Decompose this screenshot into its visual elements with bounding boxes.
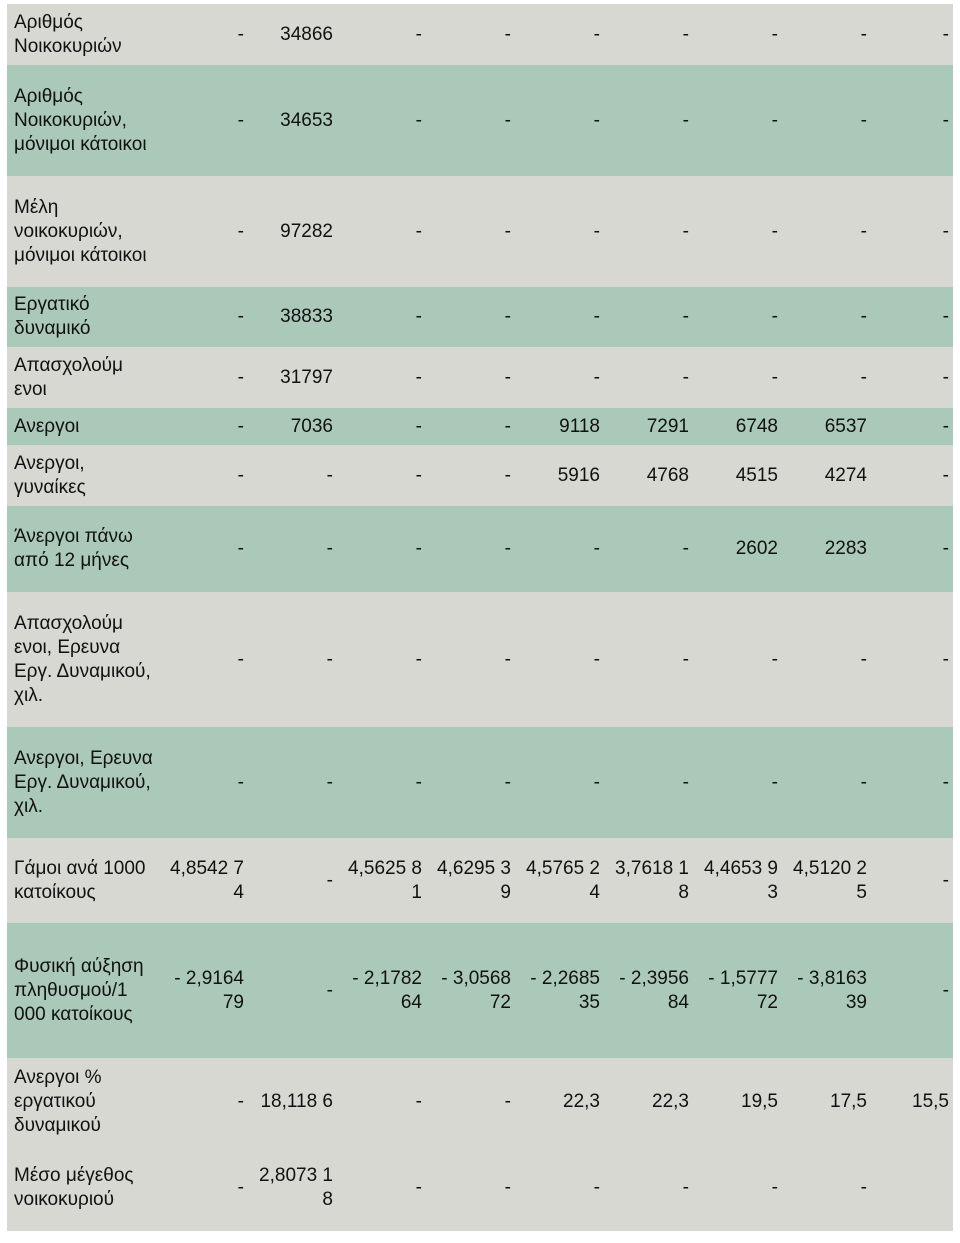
table-cell: - (426, 506, 515, 592)
table-cell: - (515, 287, 604, 347)
table-cell: 22,3 (604, 1058, 693, 1145)
table-cell: - (871, 838, 953, 923)
table-cell: - (159, 592, 248, 727)
table-cell: 6537 (782, 408, 871, 445)
table-cell: - (159, 1058, 248, 1145)
table-cell: - (426, 176, 515, 287)
table-cell: - (248, 838, 337, 923)
table-cell: 38833 (248, 287, 337, 347)
table-cell: - (871, 176, 953, 287)
table-cell: 18,118 6 (248, 1058, 337, 1145)
table-cell: - (426, 347, 515, 408)
table-row (7, 1145, 953, 1231)
table-cell: - (782, 4, 871, 65)
table-cell: - (871, 4, 953, 65)
table-cell: 17,5 (782, 1058, 871, 1145)
table-cell: - (515, 592, 604, 727)
row-label: Γάμοι ανά 1000 κατοίκους (7, 838, 159, 923)
row-label: Ανεργοι (7, 408, 159, 445)
table-cell: - (159, 408, 248, 445)
table-cell: - (426, 592, 515, 727)
table-cell: - (426, 287, 515, 347)
table-cell: 31797 (248, 347, 337, 408)
table-cell: - 2,3956 84 (604, 923, 693, 1058)
table-cell: - (693, 592, 782, 727)
table-row (7, 347, 953, 408)
table-cell: - (337, 4, 426, 65)
table-body (7, 4, 953, 1231)
row-label: Μέλη νοικοκυριών, μόνιμοι κάτοικοι (7, 176, 159, 287)
table-cell: - (159, 4, 248, 65)
table-cell: - (693, 65, 782, 176)
table-cell: 5916 (515, 445, 604, 506)
table-row (7, 176, 953, 287)
table-cell: - (248, 727, 337, 838)
row-label: Εργατικό δυναμικό (7, 287, 159, 347)
row-label: Ανεργοι % εργατικού δυναμικού (7, 1058, 159, 1145)
table-cell: - (159, 347, 248, 408)
table-cell: 15,5 (871, 1058, 953, 1145)
table-cell: - 2,2685 35 (515, 923, 604, 1058)
row-label: Ανεργοι, γυναίκες (7, 445, 159, 506)
table-cell: - (159, 65, 248, 176)
table-cell: 3,7618 18 (604, 838, 693, 923)
table-cell: - (515, 506, 604, 592)
table-cell: 22,3 (515, 1058, 604, 1145)
table-cell: 4,5765 24 (515, 838, 604, 923)
table-cell: - (871, 592, 953, 727)
table-row (7, 838, 953, 923)
table-cell: - (693, 4, 782, 65)
table-cell: - (693, 1145, 782, 1231)
table-cell: - (337, 408, 426, 445)
table-cell: - (693, 347, 782, 408)
table-cell: 4515 (693, 445, 782, 506)
table-cell: - (426, 1058, 515, 1145)
table-cell: 4,5120 25 (782, 838, 871, 923)
row-label: Ανεργοι, Ερευνα Εργ. Δυναμικού, χιλ. (7, 727, 159, 838)
table-cell: - 3,0568 72 (426, 923, 515, 1058)
table-cell: - (337, 592, 426, 727)
table-cell (871, 1145, 953, 1231)
table-row (7, 65, 953, 176)
table-cell: - (515, 1145, 604, 1231)
table-cell: 7291 (604, 408, 693, 445)
table-row (7, 445, 953, 506)
table-cell: 9118 (515, 408, 604, 445)
table-cell: 4274 (782, 445, 871, 506)
row-label: Άνεργοι πάνω από 12 μήνες (7, 506, 159, 592)
table-cell: - (782, 287, 871, 347)
table-cell: 34866 (248, 4, 337, 65)
table-cell: - (693, 727, 782, 838)
table-cell: - (871, 408, 953, 445)
table-cell: - (515, 727, 604, 838)
table-cell: - (871, 506, 953, 592)
table-cell: - (426, 65, 515, 176)
table-cell: - (159, 1145, 248, 1231)
table-cell: 4,6295 39 (426, 838, 515, 923)
table-cell: 4,5625 81 (337, 838, 426, 923)
table-cell: 6748 (693, 408, 782, 445)
table-cell: - (604, 592, 693, 727)
table-cell: - (871, 347, 953, 408)
table-cell: - (693, 287, 782, 347)
table-cell: - 2,9164 79 (159, 923, 248, 1058)
table-cell: - (515, 65, 604, 176)
table-cell: 7036 (248, 408, 337, 445)
table-cell: - (248, 506, 337, 592)
table-cell: 2,8073 18 (248, 1145, 337, 1231)
table-cell: - (426, 408, 515, 445)
table-cell: - (248, 445, 337, 506)
row-label: Απασχολούμ ενοι, Ερευνα Εργ. Δυναμικού, χιλ. (7, 592, 159, 727)
table-cell: - (337, 176, 426, 287)
table-cell: - (337, 445, 426, 506)
table-cell: - (337, 347, 426, 408)
table-cell: 2602 (693, 506, 782, 592)
table-cell: - (426, 727, 515, 838)
table-row (7, 506, 953, 592)
table-row (7, 923, 953, 1058)
table-cell: - (159, 727, 248, 838)
table-cell: - (871, 287, 953, 347)
table-cell: 19,5 (693, 1058, 782, 1145)
table-cell: - (604, 287, 693, 347)
table-row (7, 592, 953, 727)
table-cell: - (248, 923, 337, 1058)
table-cell: 34653 (248, 65, 337, 176)
table-cell: - (337, 727, 426, 838)
row-label: Μέσο μέγεθος νοικοκυριού (7, 1145, 159, 1231)
table-cell: - (159, 176, 248, 287)
table-row (7, 727, 953, 838)
table-cell: - 1,5777 72 (693, 923, 782, 1058)
row-label: Αριθμός Νοικοκυριών (7, 4, 159, 65)
table-cell: - (604, 727, 693, 838)
table-cell: - (604, 1145, 693, 1231)
table-cell: - (871, 923, 953, 1058)
table-cell: - (426, 1145, 515, 1231)
table-cell: 4,4653 93 (693, 838, 782, 923)
table-cell: - (604, 65, 693, 176)
table-cell: 97282 (248, 176, 337, 287)
table-cell: - 2,1782 64 (337, 923, 426, 1058)
row-label: Απασχολούμ ενοι (7, 347, 159, 408)
table-cell: - (337, 1145, 426, 1231)
row-label: Φυσική αύξηση πληθυσμού/1 000 κατοίκους (7, 923, 159, 1058)
table-cell: - (871, 727, 953, 838)
row-label: Αριθμός Νοικοκυριών, μόνιμοι κάτοικοι (7, 65, 159, 176)
table-cell: - (782, 727, 871, 838)
table-cell: - (782, 347, 871, 408)
table-cell: - (782, 1145, 871, 1231)
table-cell: - (426, 4, 515, 65)
statistics-table (7, 4, 953, 1231)
table-cell: - (871, 445, 953, 506)
table-cell: - (337, 65, 426, 176)
table-cell: - (693, 176, 782, 287)
table-cell: - (337, 506, 426, 592)
table-cell: - (782, 592, 871, 727)
table-cell: - (782, 176, 871, 287)
table-cell: - (515, 347, 604, 408)
table-cell: - (426, 445, 515, 506)
table-row (7, 4, 953, 65)
table-cell: 4,8542 74 (159, 838, 248, 923)
table-cell: - (604, 176, 693, 287)
table-cell: 2283 (782, 506, 871, 592)
table-cell: - (159, 287, 248, 347)
table-cell: - (604, 4, 693, 65)
table-cell: - (515, 176, 604, 287)
table-cell: - (159, 445, 248, 506)
table-cell: - (337, 287, 426, 347)
table-cell: - (515, 4, 604, 65)
table-cell: - (337, 1058, 426, 1145)
table-row (7, 287, 953, 347)
table-cell: - (871, 65, 953, 176)
table-row (7, 408, 953, 445)
table-cell: - (782, 65, 871, 176)
table-cell: - (604, 347, 693, 408)
table-cell: - (604, 506, 693, 592)
table-cell: 4768 (604, 445, 693, 506)
table-cell: - (159, 506, 248, 592)
table-cell: - 3,8163 39 (782, 923, 871, 1058)
table-cell: - (248, 592, 337, 727)
table-row (7, 1058, 953, 1145)
